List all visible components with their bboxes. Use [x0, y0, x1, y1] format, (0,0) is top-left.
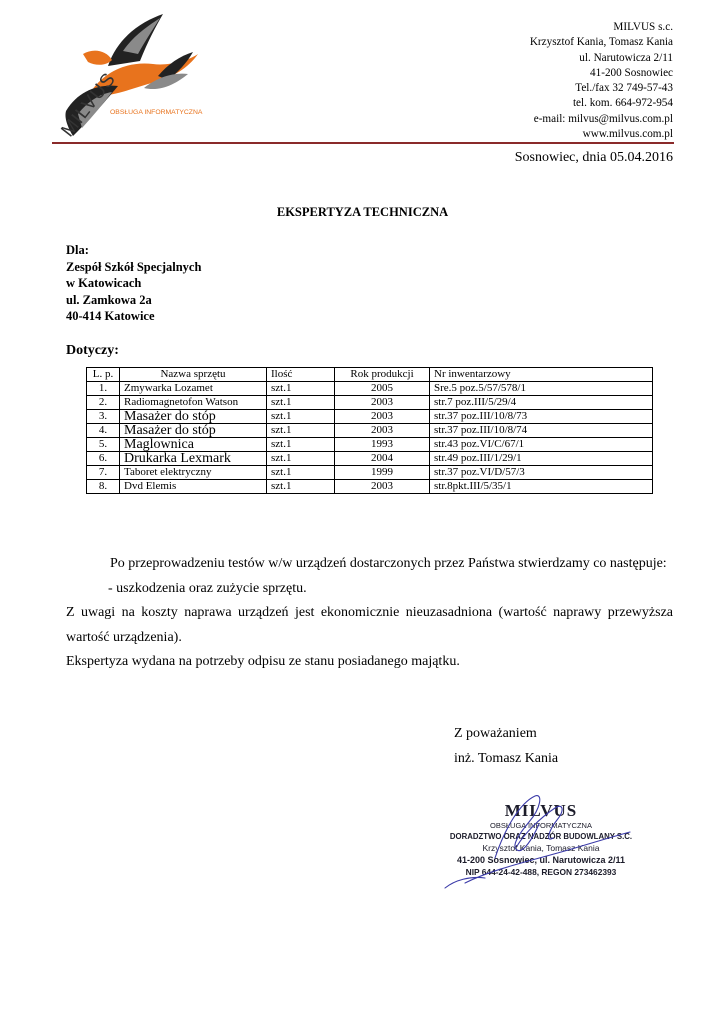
cell-inventory: str.37 poz.III/10/8/73	[430, 410, 653, 424]
company-name: MILVUS s.c.	[613, 21, 673, 33]
cell-year: 2005	[335, 382, 430, 396]
company-tel-fax: Tel./fax 32 749-57-43	[575, 82, 673, 95]
cell-qty: szt.1	[267, 382, 335, 396]
stamp-line: NIP 644-24-42-488, REGON 273462393	[465, 867, 617, 877]
cell-inventory: str.49 poz.III/1/29/1	[430, 452, 653, 466]
date-line: Sosnowiec, dnia 05.04.2016	[514, 150, 673, 165]
stamp-brand: MILVUS	[504, 801, 578, 820]
recipient-label: Dla:	[66, 243, 89, 257]
logo-brand-text: MILVUS	[57, 68, 121, 142]
table-row	[87, 452, 653, 466]
cell-inventory: str.37 poz.III/10/8/74	[430, 424, 653, 438]
recipient-block	[66, 242, 201, 325]
header-divider	[52, 142, 674, 144]
cell-name: Dvd Elemis	[120, 480, 267, 494]
cell-lp: 4.	[87, 424, 120, 438]
cell-lp: 6.	[87, 452, 120, 466]
closing-signatory: inż. Tomasz Kania	[454, 751, 559, 766]
cell-name: Radiomagnetofon Watson	[120, 396, 267, 410]
cell-lp: 5.	[87, 438, 120, 452]
header-qty: Ilość	[267, 368, 335, 382]
cell-year: 1993	[335, 438, 430, 452]
table-row	[87, 410, 653, 424]
company-stamp	[425, 788, 657, 898]
header-lp: L. p.	[87, 368, 120, 382]
cell-inventory: str.7 poz.III/5/29/4	[430, 396, 653, 410]
cell-qty: szt.1	[267, 438, 335, 452]
cell-inventory: str.37 poz.VI/D/57/3	[430, 466, 653, 480]
table-row	[87, 438, 653, 452]
recipient-line: 40-414 Katowice	[66, 309, 155, 323]
cell-inventory: str.8pkt.III/5/35/1	[430, 480, 653, 494]
cell-year: 1999	[335, 466, 430, 480]
company-street: ul. Narutowicza 2/11	[579, 51, 673, 64]
table-row	[87, 424, 653, 438]
company-email: e-mail: milvus@milvus.com.pl	[533, 112, 673, 125]
closing-regards: Z poważaniem	[454, 726, 537, 741]
cell-lp: 8.	[87, 480, 120, 494]
body-paragraph: Z uwagi na koszty naprawa urządzeń jest ekonomicznie nieuzasadniona (wartość naprawy przewyższa wartość urządzenia).	[66, 605, 673, 645]
cell-lp: 2.	[87, 396, 120, 410]
header-inventory: Nr inwentarzowy	[430, 368, 653, 382]
cell-year: 2004	[335, 452, 430, 466]
cell-year: 2003	[335, 396, 430, 410]
stamp-line: DORADZTWO ORAZ NADZÓR BUDOWLANY S.C.	[449, 832, 633, 841]
stamp-line: 41-200 Sosnowiec, ul. Narutowicza 2/11	[456, 855, 626, 865]
table-row	[87, 480, 653, 494]
company-header	[373, 20, 673, 142]
cell-inventory: Sre.5 poz.5/57/578/1	[430, 382, 653, 396]
cell-name: Masażer do stóp	[120, 410, 267, 424]
company-city: 41-200 Sosnowiec	[590, 66, 673, 79]
body-bullet: - uszkodzenia oraz zużycie sprzętu.	[108, 580, 307, 596]
cell-name: Drukarka Lexmark	[120, 452, 267, 466]
document-title: EKSPERTYZA TECHNICZNA	[276, 205, 449, 219]
cell-qty: szt.1	[267, 396, 335, 410]
body-paragraph: Ekspertyza wydana na potrzeby odpisu ze stanu posiadanego majątku.	[66, 654, 460, 670]
cell-lp: 1.	[87, 382, 120, 396]
cell-year: 2003	[335, 424, 430, 438]
cell-qty: szt.1	[267, 480, 335, 494]
recipient-line: Zespół Szkół Specjalnych	[66, 259, 202, 274]
cell-lp: 3.	[87, 410, 120, 424]
recipient-line: w Katowicach	[66, 276, 142, 290]
cell-name: Maglownica	[120, 438, 267, 452]
cell-year: 2003	[335, 410, 430, 424]
recipient-line: ul. Zamkowa 2a	[66, 292, 152, 307]
cell-year: 2003	[335, 480, 430, 494]
header-year: Rok produkcji	[335, 368, 430, 382]
cell-qty: szt.1	[267, 452, 335, 466]
kite-head	[83, 51, 112, 65]
concerns-label: Dotyczy:	[66, 343, 119, 358]
equipment-table	[86, 367, 653, 494]
closing-block	[454, 721, 558, 771]
body-paragraph: Po przeprowadzeniu testów w/w urządzeń dostarczonych przez Państwa stwierdzamy co następuje:	[110, 556, 667, 571]
table-row	[87, 396, 653, 410]
body-text	[66, 552, 673, 675]
company-owners: Krzysztof Kania, Tomasz Kania	[529, 36, 673, 49]
table-row	[87, 466, 653, 480]
stamp-line: OBSŁUGA INFORMATYCZNA	[490, 821, 592, 830]
cell-qty: szt.1	[267, 466, 335, 480]
cell-qty: szt.1	[267, 410, 335, 424]
cell-qty: szt.1	[267, 424, 335, 438]
stamp-line: Krzysztof Kania, Tomasz Kania	[482, 843, 600, 853]
cell-inventory: str.43 poz.VI/C/67/1	[430, 438, 653, 452]
company-tel-mobile: tel. kom. 664-972-954	[572, 97, 673, 110]
header-name: Nazwa sprzętu	[120, 368, 267, 382]
table-header-row	[87, 368, 653, 382]
cell-name: Masażer do stóp	[120, 424, 267, 438]
cell-name: Zmywarka Lozamet	[120, 382, 267, 396]
milvus-logo	[48, 6, 208, 146]
company-website: www.milvus.com.pl	[582, 128, 673, 141]
cell-lp: 7.	[87, 466, 120, 480]
cell-name: Taboret elektryczny	[120, 466, 267, 480]
table-row	[87, 382, 653, 396]
logo-tagline-text: OBSŁUGA INFORMATYCZNA	[110, 109, 203, 116]
